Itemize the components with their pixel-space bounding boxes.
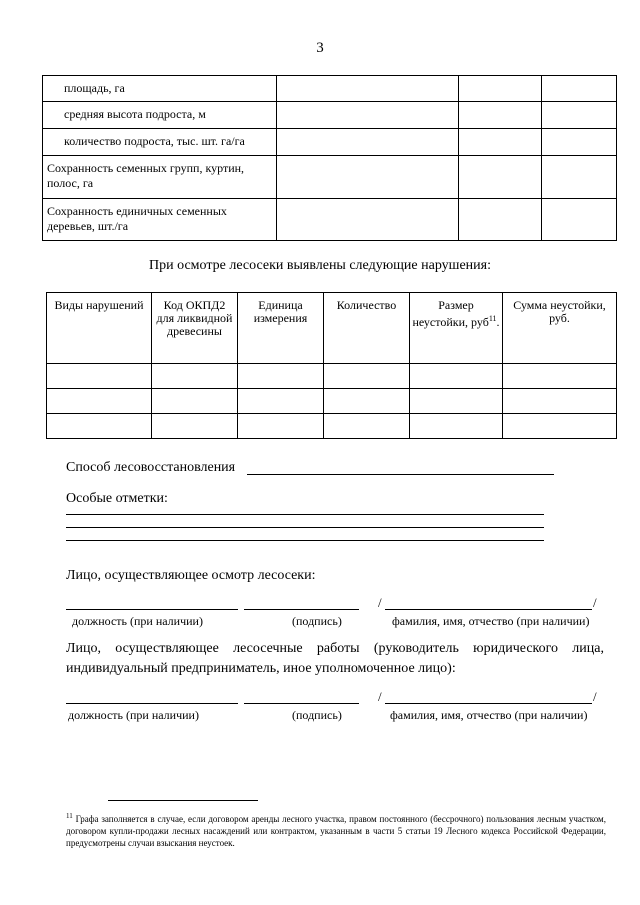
table-cell[interactable] bbox=[277, 102, 459, 129]
inspector-name-line[interactable] bbox=[385, 609, 592, 610]
table-row bbox=[43, 76, 617, 102]
table-cell[interactable] bbox=[503, 414, 617, 439]
operator-name-caption: фамилия, имя, отчество (при наличии) bbox=[390, 708, 588, 722]
col-header-violation-type: Виды нарушений bbox=[47, 293, 152, 364]
operator-position-line[interactable] bbox=[66, 703, 238, 704]
reforestation-label: Способ лесовосстановления bbox=[66, 460, 236, 475]
table-cell[interactable] bbox=[152, 414, 238, 439]
table-cell[interactable] bbox=[277, 156, 459, 199]
footnote-number: 11 bbox=[66, 812, 73, 820]
table-cell[interactable] bbox=[503, 364, 617, 389]
footnote-ref: 11 bbox=[488, 314, 497, 323]
table-cell[interactable] bbox=[459, 76, 542, 102]
footnote-text: Графа заполняется в случае, если договором аренды лесного участка, правом постоянного (бессрочного) пользования лесным участком, договором купли-продажи лесных насаждений или контрактом, указанным в части 5 статьи 19 Лесного кодекса Российской Федерации, предусмотрены случаи взыскания неустоек. bbox=[66, 814, 606, 848]
col-header-okpd2-code: Код ОКПД2 для ликвидной древесины bbox=[152, 293, 238, 364]
table-cell[interactable] bbox=[47, 389, 152, 414]
row-label-seed-groups: Сохранность семенных групп, куртин, полос, га bbox=[43, 156, 277, 199]
inspector-position-caption: должность (при наличии) bbox=[72, 614, 203, 628]
operator-signature-caption: (подпись) bbox=[292, 708, 342, 722]
inspector-position-line[interactable] bbox=[66, 609, 238, 610]
footnote bbox=[66, 810, 606, 849]
table-row bbox=[43, 102, 617, 129]
page-number: 3 bbox=[316, 40, 324, 56]
table-row bbox=[43, 129, 617, 156]
footnote-divider bbox=[108, 800, 258, 801]
row-label-area: площадь, га bbox=[43, 76, 277, 102]
table-cell[interactable] bbox=[277, 76, 459, 102]
table-cell[interactable] bbox=[47, 364, 152, 389]
table-row bbox=[47, 364, 617, 389]
special-notes-line-2[interactable] bbox=[66, 527, 544, 528]
table-cell[interactable] bbox=[542, 156, 617, 199]
table-cell[interactable] bbox=[277, 199, 459, 241]
table-cell[interactable] bbox=[542, 129, 617, 156]
table-cell[interactable] bbox=[277, 129, 459, 156]
forest-regrowth-table bbox=[42, 75, 617, 241]
special-notes-line-3[interactable] bbox=[66, 540, 544, 541]
table-cell[interactable] bbox=[410, 389, 503, 414]
penalty-size-label: Размер неустойки, руб bbox=[412, 298, 489, 329]
table-cell[interactable] bbox=[152, 364, 238, 389]
violations-title: При осмотре лесосеки выявлены следующие нарушения: bbox=[149, 258, 491, 273]
col-header-unit: Единица измерения bbox=[238, 293, 324, 364]
row-label-count: количество подроста, тыс. шт. га/га bbox=[43, 129, 277, 156]
row-label-height: средняя высота подроста, м bbox=[43, 102, 277, 129]
row-label-seed-trees: Сохранность единичных семенных деревьев, шт./га bbox=[43, 199, 277, 241]
table-cell[interactable] bbox=[459, 199, 542, 241]
table-row bbox=[43, 156, 617, 199]
header-period: . bbox=[496, 315, 500, 329]
table-cell[interactable] bbox=[542, 76, 617, 102]
inspector-name-caption: фамилия, имя, отчество (при наличии) bbox=[392, 614, 590, 628]
table-row bbox=[47, 389, 617, 414]
table-cell[interactable] bbox=[324, 364, 410, 389]
table-cell[interactable] bbox=[459, 156, 542, 199]
reforestation-input-line[interactable] bbox=[247, 474, 554, 475]
slash-close: / bbox=[593, 689, 597, 704]
slash-close: / bbox=[593, 595, 597, 610]
special-notes-label: Особые отметки: bbox=[66, 491, 168, 506]
table-cell[interactable] bbox=[152, 389, 238, 414]
violations-table bbox=[46, 292, 617, 439]
table-row bbox=[43, 199, 617, 241]
table-cell[interactable] bbox=[542, 199, 617, 241]
table-cell[interactable] bbox=[459, 102, 542, 129]
special-notes-line-1[interactable] bbox=[66, 514, 544, 515]
table-cell[interactable] bbox=[47, 414, 152, 439]
inspector-signature-line[interactable] bbox=[244, 609, 359, 610]
inspector-signature-caption: (подпись) bbox=[292, 614, 342, 628]
slash-open: / bbox=[378, 689, 382, 704]
col-header-penalty-size bbox=[410, 293, 503, 364]
operator-position-caption: должность (при наличии) bbox=[68, 708, 199, 722]
operator-label: Лицо, осуществляющее лесосечные работы (руководитель юридического лица, индивидуальный предприниматель, иное уполномоченное лицо): bbox=[66, 641, 604, 676]
table-row bbox=[47, 414, 617, 439]
table-cell[interactable] bbox=[238, 389, 324, 414]
inspector-label: Лицо, осуществляющее осмотр лесосеки: bbox=[66, 568, 316, 583]
table-cell[interactable] bbox=[503, 389, 617, 414]
table-cell[interactable] bbox=[238, 364, 324, 389]
table-cell[interactable] bbox=[324, 414, 410, 439]
col-header-penalty-sum: Сумма неустойки, руб. bbox=[503, 293, 617, 364]
slash-open: / bbox=[378, 595, 382, 610]
table-cell[interactable] bbox=[459, 129, 542, 156]
table-cell[interactable] bbox=[238, 414, 324, 439]
table-header-row bbox=[47, 293, 617, 364]
table-cell[interactable] bbox=[324, 389, 410, 414]
operator-name-line[interactable] bbox=[385, 703, 592, 704]
table-cell[interactable] bbox=[410, 414, 503, 439]
table-cell[interactable] bbox=[410, 364, 503, 389]
operator-signature-line[interactable] bbox=[244, 703, 359, 704]
col-header-quantity: Количество bbox=[324, 293, 410, 364]
table-cell[interactable] bbox=[542, 102, 617, 129]
